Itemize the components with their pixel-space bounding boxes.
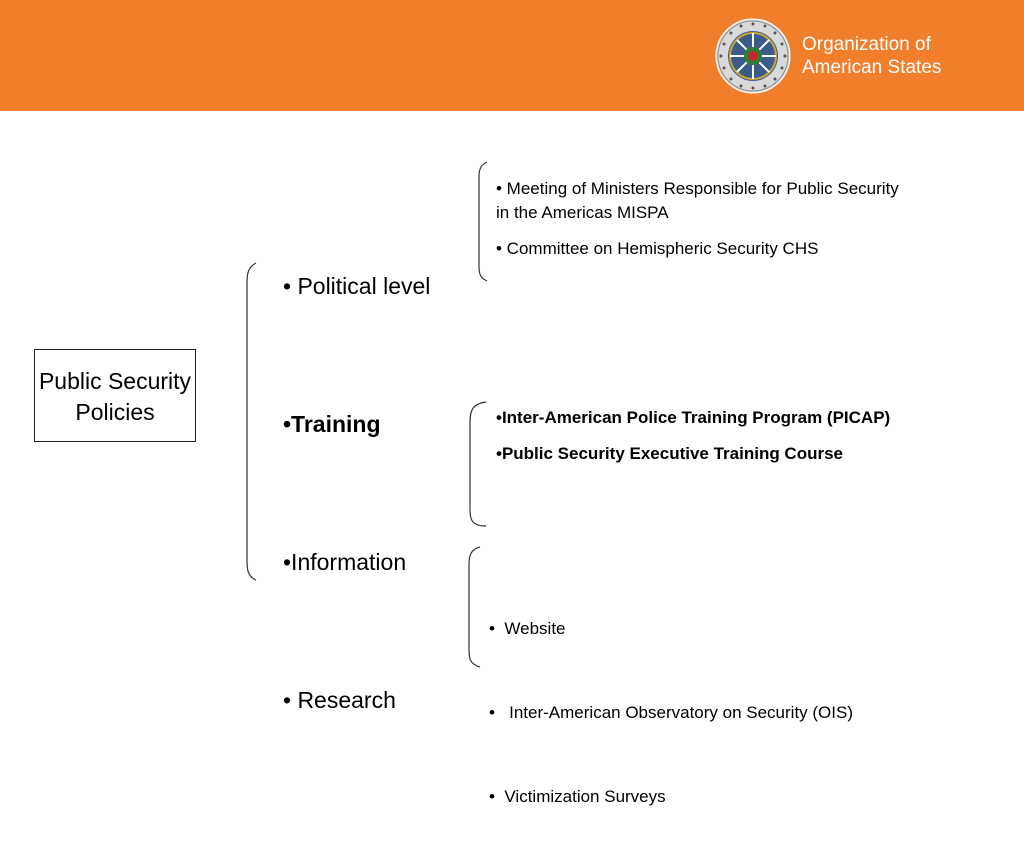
information-item-ois: • Inter-American Observatory on Security (OIS): [489, 703, 854, 722]
information-items: [489, 569, 939, 845]
information-item-surveys: • Victimization Surveys: [489, 787, 666, 806]
root-label-line1: Public Security: [38, 368, 192, 394]
root-label: [20, 366, 210, 428]
level-political: • Political level: [283, 273, 431, 299]
org-name-line1: Organization of: [802, 34, 931, 55]
oas-seal-icon: [715, 18, 791, 94]
political-item-mispa: • Meeting of Ministers Responsible for Public Security in the Americas MISPA: [496, 179, 899, 222]
main-bracket: [247, 263, 256, 580]
level-information: •Information: [283, 549, 407, 575]
org-name: [802, 33, 941, 79]
header-bar: [0, 0, 1024, 111]
political-item-chs: • Committee on Hemispheric Security CHS: [496, 239, 819, 258]
training-bracket: [470, 402, 486, 526]
training-item-picap: •Inter-American Police Training Program (PICAP): [496, 408, 891, 427]
political-bracket: [479, 162, 487, 281]
level-research: • Research: [283, 687, 396, 713]
information-item-website: • Website: [489, 619, 566, 638]
information-bracket: [469, 547, 480, 667]
org-name-line2: American States: [802, 57, 942, 78]
level-training: •Training: [283, 411, 381, 437]
political-items: [496, 177, 916, 273]
training-items: [496, 406, 916, 478]
training-item-course: •Public Security Executive Training Course: [496, 444, 844, 463]
root-label-line2: Policies: [75, 399, 155, 425]
